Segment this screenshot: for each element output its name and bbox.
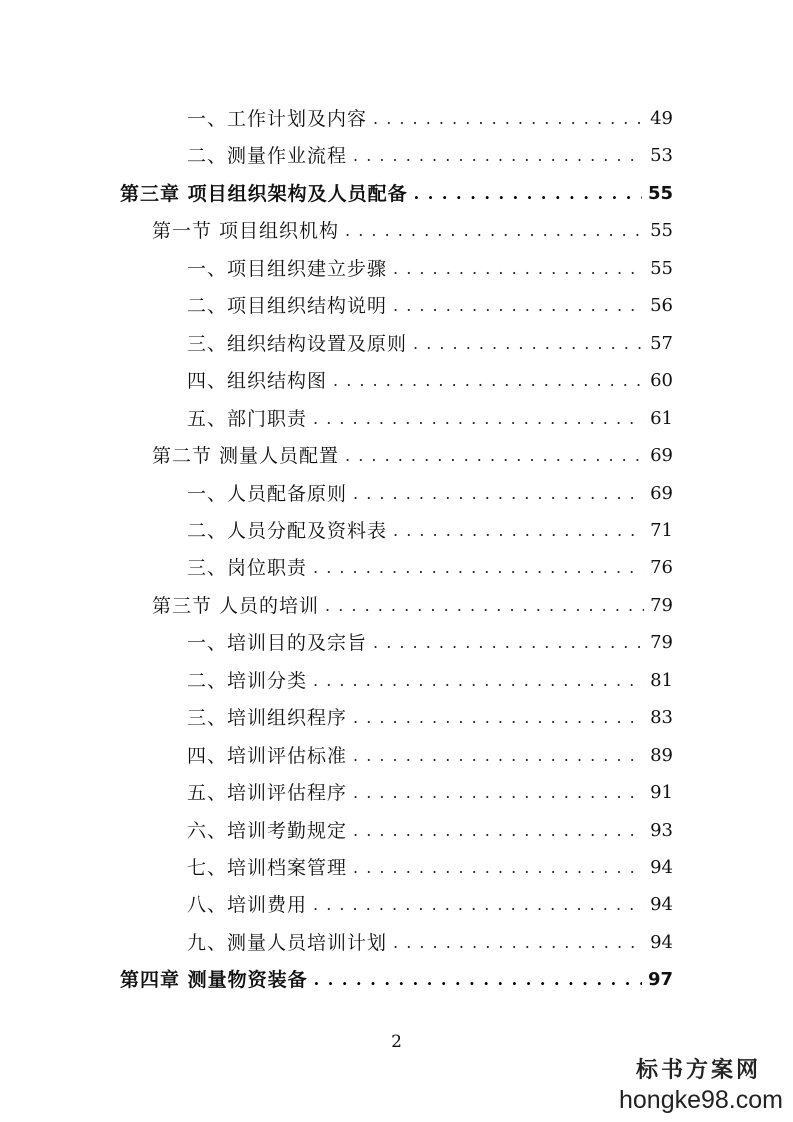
toc-entry-page: 94	[650, 932, 673, 953]
toc-entry-page: 76	[650, 557, 673, 578]
toc-dot-leader	[413, 330, 644, 358]
toc-entry-label: 五、培训评估程序	[187, 782, 348, 804]
toc-entry-item	[187, 629, 673, 657]
toc-entry-page: 69	[650, 483, 673, 504]
toc-entry-item	[187, 480, 673, 508]
toc-entry-page: 71	[650, 520, 673, 541]
page-number: 2	[391, 1032, 402, 1052]
toc-entry-item	[187, 891, 673, 919]
toc-entry-item	[187, 105, 673, 133]
toc-entry-item	[187, 742, 673, 770]
toc-entry-item	[187, 779, 673, 807]
toc-entry-section	[152, 217, 673, 245]
toc-dot-leader	[333, 367, 644, 395]
toc-entry-label: 六、培训考勤规定	[187, 820, 348, 842]
toc-entry-page: 55	[650, 220, 673, 241]
toc-dot-leader	[353, 854, 644, 882]
toc-entry-page: 55	[647, 183, 673, 204]
toc-dot-leader	[414, 180, 642, 208]
toc-entry-page: 69	[650, 445, 673, 466]
toc-entry-chapter	[120, 180, 673, 208]
toc-entry-label: 四、培训评估标准	[187, 745, 348, 767]
toc-entry-label: 三、培训组织程序	[187, 707, 348, 729]
toc-dot-leader	[353, 779, 644, 807]
toc-dot-leader	[373, 105, 644, 133]
toc-entry-item	[187, 142, 673, 170]
toc-dot-leader	[373, 629, 644, 657]
toc-entry-label: 第一节 项目组织机构	[152, 220, 340, 242]
toc-dot-leader	[313, 891, 644, 919]
toc-entry-label: 第二节 测量人员配置	[152, 445, 340, 467]
toc-entry-item	[187, 667, 673, 695]
toc-entry-page: 91	[650, 782, 673, 803]
toc-entry-label: 二、测量作业流程	[187, 145, 348, 167]
toc-dot-leader	[393, 517, 644, 545]
toc-entry-label: 三、岗位职责	[187, 557, 308, 579]
toc-dot-leader	[353, 142, 644, 170]
toc-entry-page: 83	[650, 707, 673, 728]
toc-entry-label: 一、人员配备原则	[187, 483, 348, 505]
toc-entry-item	[187, 405, 673, 433]
toc-entry-label: 八、培训费用	[187, 894, 308, 916]
toc-entry-page: 60	[650, 370, 673, 391]
toc-entry-label: 二、人员分配及资料表	[187, 520, 388, 542]
toc-entry-section	[152, 592, 673, 620]
toc-entry-item	[187, 929, 673, 957]
toc-dot-leader	[313, 554, 644, 582]
toc-entry-item	[187, 330, 673, 358]
toc-entry-item	[187, 517, 673, 545]
toc-entry-label: 一、项目组织建立步骤	[187, 258, 388, 280]
watermark-url: hongke98.com	[618, 1086, 783, 1114]
toc-entry-chapter	[120, 966, 673, 994]
toc-entry-page: 81	[650, 670, 673, 691]
toc-entry-label: 一、工作计划及内容	[187, 108, 368, 130]
toc-entry-page: 49	[650, 108, 673, 129]
toc-dot-leader	[353, 817, 644, 845]
toc-dot-leader	[313, 667, 644, 695]
toc-entry-label: 五、部门职责	[187, 408, 308, 430]
toc-entry-page: 97	[647, 969, 673, 990]
toc-entry-label: 第三章 项目组织架构及人员配备	[120, 183, 408, 205]
toc-entry-label: 九、测量人员培训计划	[187, 932, 388, 954]
toc-entry-page: 79	[650, 632, 673, 653]
toc-entry-label: 三、组织结构设置及原则	[187, 333, 408, 355]
toc-dot-leader	[345, 217, 644, 245]
toc-entry-label: 二、培训分类	[187, 670, 308, 692]
toc-dot-leader	[353, 480, 644, 508]
toc-entry-item	[187, 854, 673, 882]
toc-entry-page: 61	[650, 408, 673, 429]
toc-entry-item	[187, 554, 673, 582]
toc-dot-leader	[353, 704, 644, 732]
toc-entry-page: 93	[650, 820, 673, 841]
toc-entry-page: 57	[650, 333, 673, 354]
toc-dot-leader	[325, 592, 644, 620]
toc-entry-label: 第四章 测量物资装备	[120, 969, 308, 991]
toc-dot-leader	[314, 966, 642, 994]
toc-entry-item	[187, 817, 673, 845]
toc-dot-leader	[393, 292, 644, 320]
watermark-logo	[619, 1056, 783, 1114]
watermark-name: 标书方案网	[635, 1058, 761, 1083]
toc-dot-leader	[353, 742, 644, 770]
toc-entry-page: 94	[650, 857, 673, 878]
toc-dot-leader	[393, 929, 644, 957]
toc-entry-label: 七、培训档案管理	[187, 857, 348, 879]
toc-entry-label: 四、组织结构图	[187, 370, 328, 392]
toc-dot-leader	[313, 405, 644, 433]
toc-entry-item	[187, 255, 673, 283]
toc-dot-leader	[393, 255, 644, 283]
toc-entry-item	[187, 367, 673, 395]
toc-entry-item	[187, 292, 673, 320]
toc-entry-page: 53	[650, 145, 673, 166]
toc-entry-label: 一、培训目的及宗旨	[187, 632, 368, 654]
toc-entry-page: 79	[650, 595, 673, 616]
toc-entry-page: 94	[650, 894, 673, 915]
toc-entry-page: 55	[650, 258, 673, 279]
toc-entry-section	[152, 442, 673, 470]
toc-entry-page: 89	[650, 745, 673, 766]
toc-entry-label: 第三节 人员的培训	[152, 595, 320, 617]
toc-entry-label: 二、项目组织结构说明	[187, 295, 388, 317]
toc-entry-item	[187, 704, 673, 732]
toc-entry-page: 56	[650, 295, 673, 316]
toc-dot-leader	[345, 442, 644, 470]
